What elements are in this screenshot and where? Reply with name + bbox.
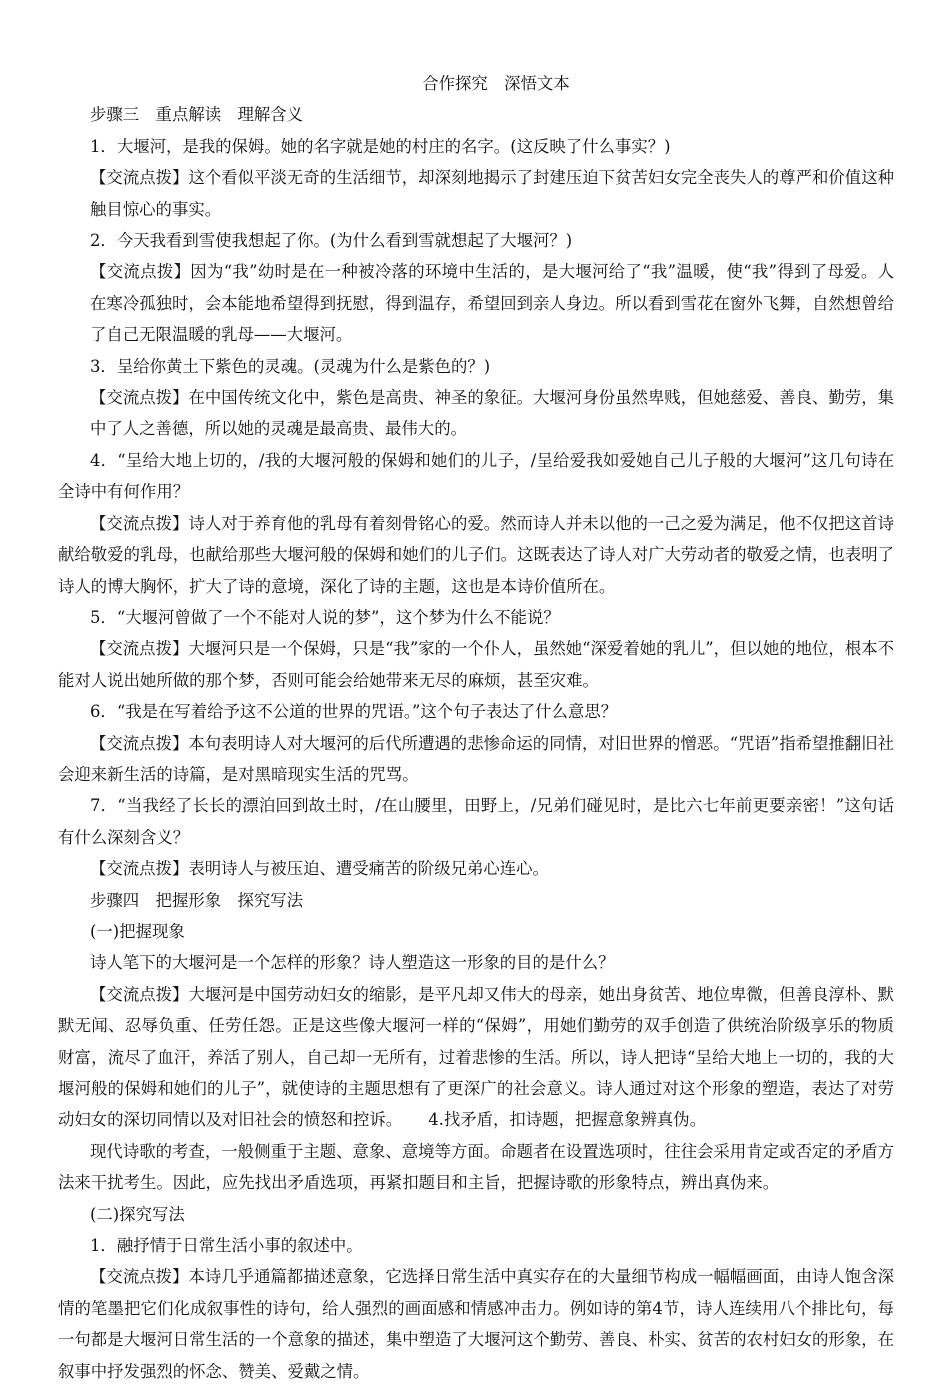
image-answer <box>58 979 894 1136</box>
answer-1: 【交流点拨】这个看似平淡无奇的生活细节，却深刻地揭示了封建压迫下贫苦妇女完全丧失人的尊严和价值这种触目惊心的事实。 <box>90 168 894 219</box>
section-two-heading: (二)探究写法 <box>90 1204 185 1224</box>
question-4: 4．“呈给大地上切的，/我的大堰河般的保姆和她们的儿子，/呈给爱我如爱她自己儿子般的大堰河”这几句诗在全诗中有何作用？ <box>58 450 894 502</box>
section-one-heading: (一)把握现象 <box>90 921 185 941</box>
question-1: 1．大堰河，是我的保姆。她的名字就是她的村庄的名字。(这反映了什么事实？) <box>90 136 671 156</box>
step-four-heading: 步骤四 把握形象 探究写法 <box>90 890 304 910</box>
step-three-heading: 步骤三 重点解读 理解含义 <box>90 105 304 125</box>
question-2: 2．今天我看到雪使我想起了你。(为什么看到雪就想起了大堰河？) <box>90 231 573 251</box>
answer-5: 【交流点拨】大堰河只是一个保姆，只是“我”家的一个仆人，虽然她“深爱着她的乳儿”，但以她的地位，根本不能对人说出她所做的那个梦，否则可能会给她带来无尽的麻烦，甚至灾难。 <box>58 639 894 690</box>
question-3: 3．呈给你黄土下紫色的灵魂。(灵魂为什么是紫色的？) <box>90 356 491 376</box>
image-answer-text: 【交流点拨】大堰河是中国劳动妇女的缩影，是平凡却又伟大的母亲，她出身贫苦、地位卑微，但善良淳朴、默默无闻、忍辱负重、任劳任怨。正是这些像大堰河一样的“保姆”，用她们勤劳的双手创造了供统治阶级享乐的物质财富，流尽了血汗，养活了别人，自己却一无所有，过着悲惨的生活。所以，诗人把诗“呈给大地上一切的，我的大堰河般的保姆和她们的儿子”，就使诗的主题思想有了更深广的社会意义。诗人通过对这个形象的塑造，表达了对劳动妇女的深切同情以及对旧社会的愤怒和控诉。 <box>58 984 894 1130</box>
answer-6: 【交流点拨】本句表明诗人对大堰河的后代所遭遇的悲惨命运的同情，对旧世界的憎恶。“咒语”指希望推翻旧社会迎来新生活的诗篇，是对黑暗现实生活的咒骂。 <box>58 733 894 784</box>
page-title: 合作探究 深悟文本 <box>422 74 570 93</box>
answer-3: 【交流点拨】在中国传统文化中，紫色是高贵、神圣的象征。大堰河身份虽然卑贱，但她慈爱、善良、勤劳，集中了人之善德，所以她的灵魂是最高贵、最伟大的。 <box>90 388 894 439</box>
document-page <box>58 68 894 1387</box>
answer-2: 【交流点拨】因为“我”幼时是在一种被冷落的环境中生活的，是大堰河给了“我”温暖，使“我”得到了母爱。人在寒冷孤独时，会本能地希望得到抚慰，得到温存，希望回到亲人身边。所以看到雪花在窗外飞舞，自然想曾给了自己无限温暖的乳母——大堰河。 <box>90 262 894 345</box>
writing-answer-1: 【交流点拨】本诗几乎通篇都描述意象，它选择日常生活中真实存在的大量细节构成一幅幅画面，由诗人饱含深情的笔墨把它们化成叙事性的诗句，给人强烈的画面感和情感冲击力。例如诗的第4节，诗人连续用八个排比句，每一句都是大堰河日常生活的一个意象的描述，集中塑造了大堰河这个勤劳、善良、朴实、贫苦的农村妇女的形象，在叙事中抒发强烈的怀念、赞美、爱戴之情。 <box>58 1267 894 1381</box>
tip-4-heading: 4.找矛盾，扣诗题，把握意象辨真伪。 <box>428 1110 707 1130</box>
question-7: 7．“当我经了长长的漂泊回到故土时，/在山腰里，田野上，/兄弟们碰见时，是比六七年前更要亲密！”这句话有什么深刻含义？ <box>58 796 894 847</box>
question-5: 5．“大堰河曾做了一个不能对人说的梦”，这个梦为什么不能说？ <box>90 607 560 627</box>
question-6: 6．“我是在写着给予这不公道的世界的咒语。”这个句子表达了什么意思？ <box>90 702 618 722</box>
answer-4: 【交流点拨】诗人对于养育他的乳母有着刻骨铭心的爱。然而诗人并未以他的一己之爱为满足，他不仅把这首诗献给敬爱的乳母，也献给那些大堰河般的保姆和她们的儿子们。这既表达了诗人对广大劳动者的敬爱之情，也表明了诗人的博大胸怀，扩大了诗的意境，深化了诗的主题，这也是本诗价值所在。 <box>58 513 894 596</box>
tip-4-text: 现代诗歌的考查，一般侧重于主题、意象、意境等方面。命题者在设置选项时，往往会采用肯定或否定的矛盾方法来干扰考生。因此，应先找出矛盾选项，再紧扣题目和主旨，把握诗歌的形象特点，辨出真伪来。 <box>58 1141 894 1193</box>
answer-7: 【交流点拨】表明诗人与被压迫、遭受痛苦的阶级兄弟心连心。 <box>90 859 549 879</box>
image-question: 诗人笔下的大堰河是一个怎样的形象？诗人塑造这一形象的目的是什么？ <box>90 953 615 973</box>
writing-point-1: 1．融抒情于日常生活小事的叙述中。 <box>90 1236 363 1256</box>
